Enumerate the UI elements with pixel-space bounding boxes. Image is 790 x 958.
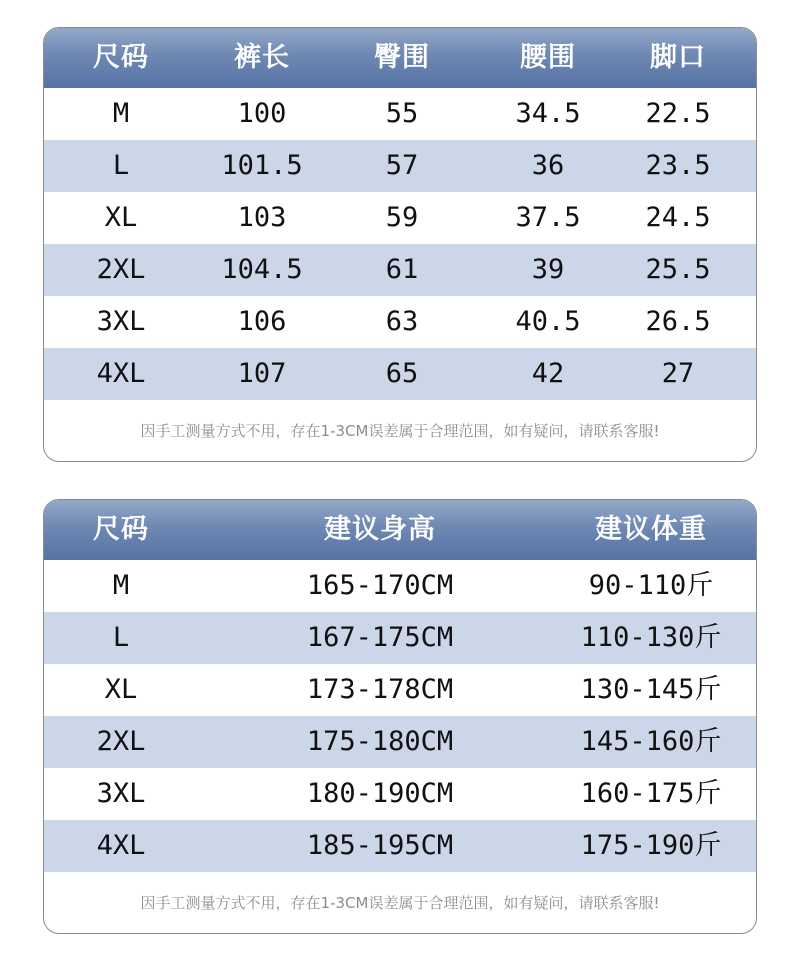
table-row — [44, 612, 756, 664]
cell-leg-opening: 26.5 — [645, 306, 711, 337]
cell-size: XL — [104, 202, 138, 233]
measurement-disclaimer: 因手工测量方式不用，存在1-3CM误差属于合理范围，如有疑问，请联系客服! — [140, 422, 660, 440]
cell-size: 2XL — [96, 254, 146, 285]
cell-pants-length: 104.5 — [221, 254, 303, 285]
cell-height: 167-175CM — [306, 622, 454, 653]
cell-pants-length: 107 — [237, 358, 287, 389]
cell-waist: 42 — [531, 358, 565, 389]
cell-waist: 37.5 — [515, 202, 581, 233]
header-waist: 腰围 — [520, 42, 576, 73]
header-recommended-height: 建议身高 — [324, 514, 436, 545]
cell-height: 180-190CM — [306, 778, 454, 809]
cell-height: 175-180CM — [306, 726, 454, 757]
cell-height: 185-195CM — [306, 830, 454, 861]
size-recommendation-table — [43, 499, 757, 934]
table-row — [44, 716, 756, 768]
table-row — [44, 348, 756, 400]
cell-leg-opening: 24.5 — [645, 202, 711, 233]
header-size: 尺码 — [93, 42, 149, 73]
header-leg-opening: 脚口 — [650, 42, 706, 73]
cell-height: 173-178CM — [306, 674, 454, 705]
cell-size: 2XL — [96, 726, 146, 757]
cell-height: 165-170CM — [306, 570, 454, 601]
header-pants-length: 裤长 — [234, 42, 290, 73]
cell-weight: 145-160斤 — [580, 726, 722, 757]
table-row — [44, 768, 756, 820]
table-row — [44, 88, 756, 140]
table-header — [44, 500, 756, 560]
cell-size: 4XL — [96, 830, 146, 861]
cell-hip: 61 — [385, 254, 419, 285]
cell-hip: 65 — [385, 358, 419, 389]
cell-weight: 175-190斤 — [580, 830, 722, 861]
size-measurement-table — [43, 27, 757, 462]
cell-size: 4XL — [96, 358, 146, 389]
cell-weight: 110-130斤 — [580, 622, 722, 653]
cell-leg-opening: 23.5 — [645, 150, 711, 181]
measurement-disclaimer: 因手工测量方式不用，存在1-3CM误差属于合理范围，如有疑问，请联系客服! — [140, 894, 660, 912]
cell-pants-length: 101.5 — [221, 150, 303, 181]
cell-weight: 160-175斤 — [580, 778, 722, 809]
table-row — [44, 192, 756, 244]
cell-size: M — [112, 98, 130, 129]
cell-pants-length: 103 — [237, 202, 287, 233]
table-row — [44, 244, 756, 296]
table-header — [44, 28, 756, 88]
cell-size: 3XL — [96, 306, 146, 337]
cell-hip: 55 — [385, 98, 419, 129]
cell-size: 3XL — [96, 778, 146, 809]
cell-size: L — [112, 622, 130, 653]
cell-size: M — [112, 570, 130, 601]
cell-waist: 34.5 — [515, 98, 581, 129]
cell-leg-opening: 27 — [661, 358, 695, 389]
cell-waist: 36 — [531, 150, 565, 181]
table-row — [44, 820, 756, 872]
cell-leg-opening: 25.5 — [645, 254, 711, 285]
cell-pants-length: 106 — [237, 306, 287, 337]
cell-waist: 39 — [531, 254, 565, 285]
cell-hip: 63 — [385, 306, 419, 337]
table-row — [44, 296, 756, 348]
table-row — [44, 140, 756, 192]
cell-leg-opening: 22.5 — [645, 98, 711, 129]
cell-weight: 130-145斤 — [580, 674, 722, 705]
cell-size: L — [112, 150, 130, 181]
header-size: 尺码 — [93, 514, 149, 545]
cell-waist: 40.5 — [515, 306, 581, 337]
header-hip: 臀围 — [374, 42, 430, 73]
cell-pants-length: 100 — [237, 98, 287, 129]
header-recommended-weight: 建议体重 — [595, 514, 707, 545]
cell-size: XL — [104, 674, 138, 705]
table-row — [44, 664, 756, 716]
table-row — [44, 560, 756, 612]
cell-hip: 57 — [385, 150, 419, 181]
cell-hip: 59 — [385, 202, 419, 233]
cell-weight: 90-110斤 — [588, 570, 714, 601]
